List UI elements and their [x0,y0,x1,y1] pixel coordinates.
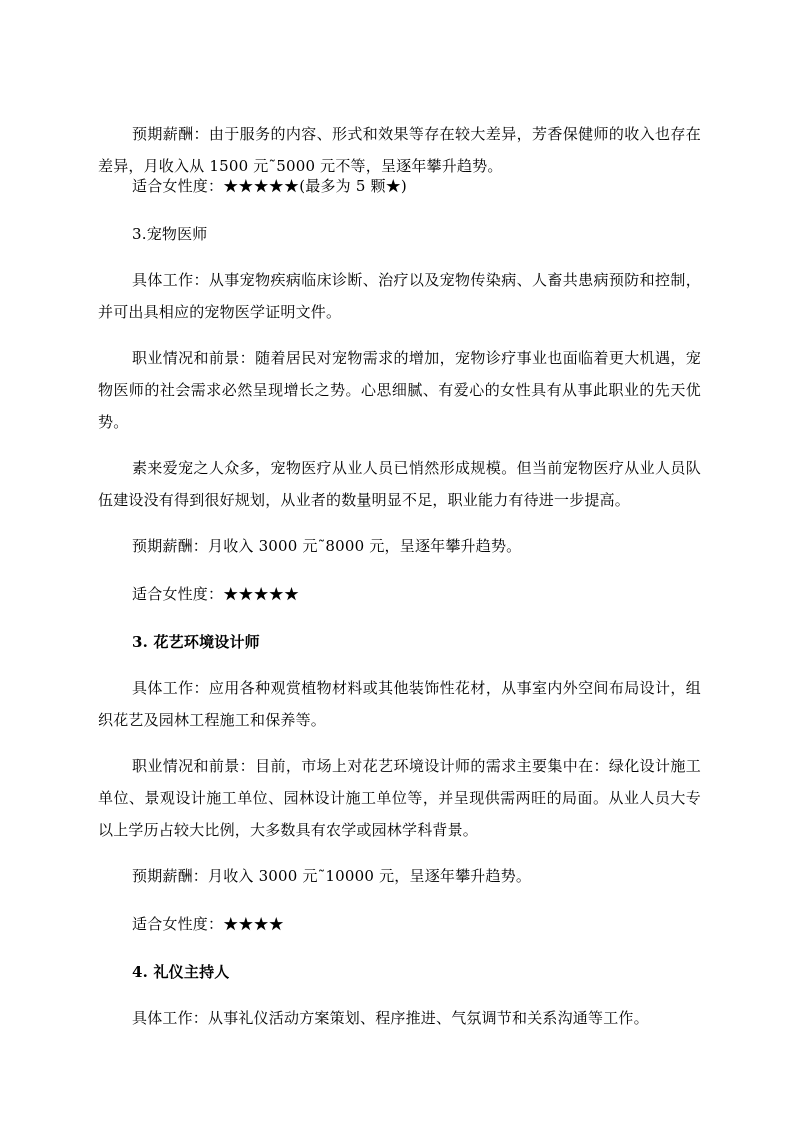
rating-paragraph-aromatherapist: 适合女性度：★★★★★(最多为 5 颗★) [132,177,407,195]
job-paragraph-etiquette-host: 具体工作：从事礼仪活动方案策划、程序推进、气氛调节和关系沟通等工作。 [132,1009,649,1027]
salary-paragraph-pet-doctor: 预期薪酬：月收入 3000 元˜8000 元，呈逐年攀升趋势。 [132,537,522,555]
rating-paragraph-floral-designer: 适合女性度：★★★★ [132,915,285,933]
job-paragraph-floral-designer: 具体工作：应用各种观赏植物材料或其他装饰性花材，从事室内外空间布局设计，组织花艺及园林工程施工和保养等。 [98,679,701,729]
prospect-paragraph-floral-designer: 职业情况和前景：目前，市场上对花艺环境设计师的需求主要集中在：绿化设计施工单位、景观设计施工单位、园林设计施工单位等，并呈现供需两旺的局面。从业人员大专以上学历占较大比例，大多数具有农学或园林学科背景。 [98,757,701,839]
section-heading-pet-doctor: 3.宠物医师 [132,225,208,243]
salary-paragraph-aromatherapist: 预期薪酬：由于服务的内容、形式和效果等存在较大差异，芳香保健师的收入也存在差异，月收入从 1500 元˜5000 元不等，呈逐年攀升趋势。 [98,125,701,175]
section-heading-floral-designer: 3. 花艺环境设计师 [132,633,260,651]
status-paragraph-pet-doctor: 素来爱宠之人众多，宠物医疗从业人员已悄然形成规模。但当前宠物医疗从业人员队伍建设没有得到很好规划，从业者的数量明显不足，职业能力有待进一步提高。 [98,459,701,509]
prospect-paragraph-pet-doctor: 职业情况和前景：随着居民对宠物需求的增加，宠物诊疗事业也面临着更大机遇，宠物医师的社会需求必然呈现增长之势。心思细腻、有爱心的女性具有从事此职业的先天优势。 [98,349,701,431]
section-heading-etiquette-host: 4. 礼仪主持人 [132,963,230,981]
job-paragraph-pet-doctor: 具体工作：从事宠物疾病临床诊断、治疗以及宠物传染病、人畜共患病预防和控制，并可出具相应的宠物医学证明文件。 [98,271,701,321]
salary-paragraph-floral-designer: 预期薪酬：月收入 3000 元˜10000 元，呈逐年攀升趋势。 [132,867,532,885]
rating-paragraph-pet-doctor: 适合女性度：★★★★★ [132,585,300,603]
